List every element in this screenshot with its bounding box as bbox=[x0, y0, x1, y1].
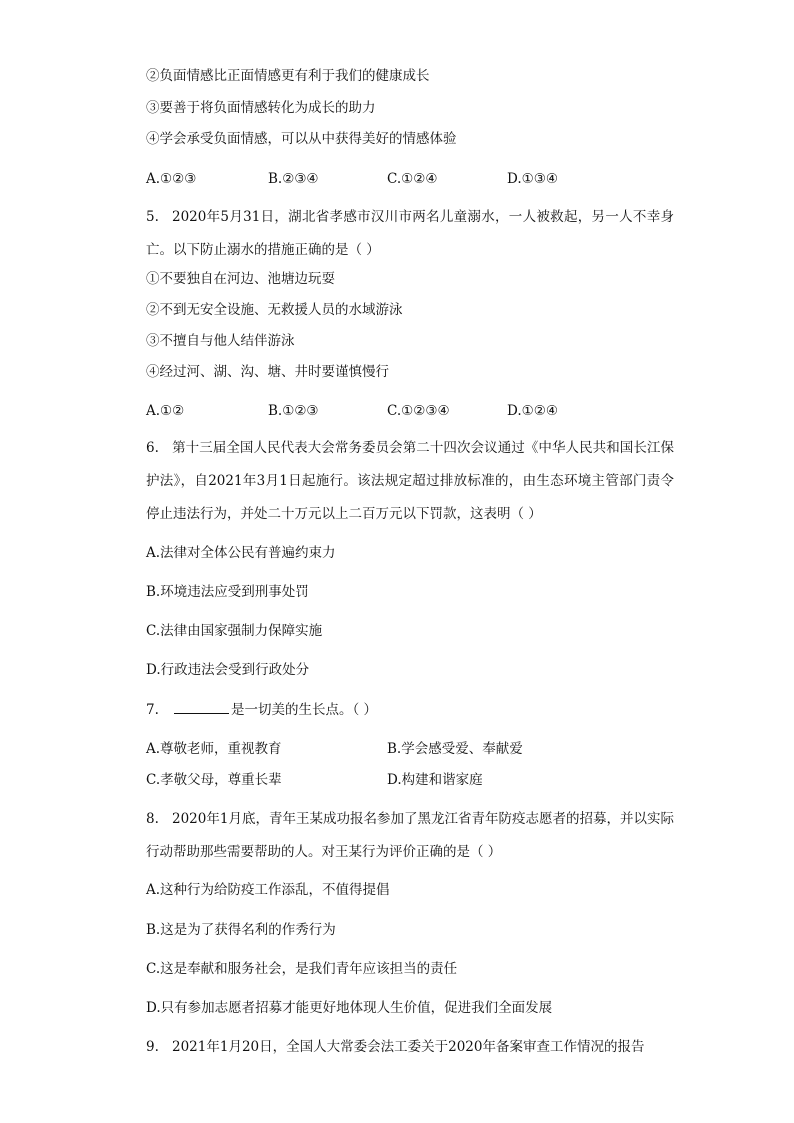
q4-option-c: C.①②④ bbox=[387, 171, 438, 187]
q5-number: 5. bbox=[146, 209, 159, 225]
q8-option-b: B.这是为了获得名利的作秀行为 bbox=[146, 922, 336, 938]
q5-item-1: ①不要独自在河边、池塘边玩耍 bbox=[146, 271, 335, 287]
q5-option-d: D.①②④ bbox=[507, 403, 558, 419]
q6-option-b: B.环境违法应受到刑事处罚 bbox=[146, 584, 309, 600]
q8-stem: 2020年1月底，青年王某成功报名参加了黑龙江省青年防疫志愿者的招募，并以实际行动帮助那些需要帮助的人。对王某行为评价正确的是（ ） bbox=[146, 811, 674, 860]
q6-question bbox=[146, 432, 674, 531]
q4-option-d: D.①③④ bbox=[507, 171, 558, 187]
q9-question bbox=[146, 1037, 644, 1057]
q9-stem: 2021年1月20日，全国人大常委会法工委关于2020年备案审查工作情况的报告 bbox=[172, 1039, 645, 1055]
q7-option-c: C.孝敬父母，尊重长辈 bbox=[146, 772, 282, 788]
q7-option-a: A.尊敬老师，重视教育 bbox=[146, 741, 282, 757]
q6-stem: 第十三届全国人民代表大会常务委员会第二十四次会议通过《中华人民共和国长江保护法》，自2021年3月1日起施行。该法规定超过排放标准的，由生态环境主管部门责令停止违法行为，并处二十万元以上二百万元以下罚款，这表明（ ） bbox=[146, 440, 674, 522]
q7-question bbox=[146, 699, 377, 720]
q6-option-c: C.法律由国家强制力保障实施 bbox=[146, 623, 323, 639]
q8-option-d: D.只有参加志愿者招募才能更好地体现人生价值，促进我们全面发展 bbox=[146, 1000, 553, 1016]
q5-question bbox=[146, 201, 674, 267]
q6-number: 6. bbox=[146, 440, 159, 456]
q5-item-2: ②不到无安全设施、无救援人员的水域游泳 bbox=[146, 302, 403, 318]
q4-option-b: B.②③④ bbox=[268, 171, 319, 187]
q4-item-3: ③要善于将负面情感转化为成长的助力 bbox=[146, 100, 376, 116]
q8-question bbox=[146, 803, 674, 869]
q4-item-2: ②负面情感比正面情感更有利于我们的健康成长 bbox=[146, 68, 430, 84]
q8-option-c: C.这是奉献和服务社会，是我们青年应该担当的责任 bbox=[146, 961, 458, 977]
q9-number: 9. bbox=[146, 1039, 159, 1055]
q5-item-3: ③不擅自与他人结伴游泳 bbox=[146, 333, 295, 349]
q5-stem: 2020年5月31日，湖北省孝感市汉川市两名儿童溺水，一人被救起，另一人不幸身亡。以下防止溺水的措施正确的是（ ） bbox=[146, 209, 674, 258]
q8-option-a: A.这种行为给防疫工作添乱，不值得提倡 bbox=[146, 882, 390, 898]
q6-option-d: D.行政违法会受到行政处分 bbox=[146, 662, 310, 678]
q7-number: 7. bbox=[146, 702, 159, 718]
q5-option-b: B.①②③ bbox=[268, 403, 319, 419]
q5-option-a: A.①② bbox=[146, 403, 185, 419]
q4-option-a: A.①②③ bbox=[146, 171, 197, 187]
q7-answer-blank bbox=[174, 699, 229, 714]
q4-item-4: ④学会承受负面情感，可以从中获得美好的情感体验 bbox=[146, 131, 457, 147]
q7-option-b: B.学会感受爱、奉献爱 bbox=[387, 741, 523, 757]
q7-stem: 是一切美的生长点。（ ） bbox=[231, 702, 378, 718]
q5-item-4: ④经过河、湖、沟、塘、井时要谨慎慢行 bbox=[146, 364, 389, 380]
q8-number: 8. bbox=[146, 811, 159, 827]
q5-option-c: C.①②③④ bbox=[387, 403, 450, 419]
q7-option-d: D.构建和谐家庭 bbox=[387, 772, 483, 788]
q6-option-a: A.法律对全体公民有普遍约束力 bbox=[146, 545, 336, 561]
